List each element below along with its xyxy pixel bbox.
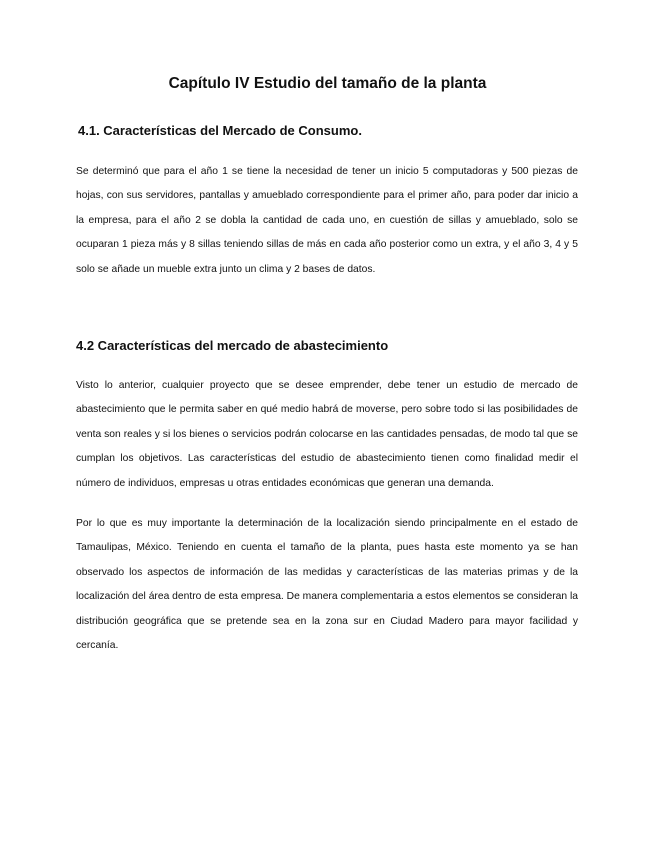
section-heading-consumo: 4.1. Características del Mercado de Consumo. xyxy=(78,123,362,138)
chapter-title: Capítulo IV Estudio del tamaño de la planta xyxy=(168,75,487,92)
paragraph-consumo: Se determinó que para el año 1 se tiene la necesidad de tener un inicio 5 computadoras y 500 piezas de hojas, con sus servidores, pantallas y amueblado correspondiente para el primer año, para poder dar inicio a la empresa, para el año 2 se dobla la cantidad de cada uno, en cuestión de sillas y amueblado, solo se ocuparan 1 pieza más y 8 sillas teniendo sillas de más en cada año posterior como un extra, y el año 3, 4 y 5 solo se añade un mueble extra junto un clima y 2 bases de datos. xyxy=(76,166,578,275)
paragraph-abastecimiento-estudio: Visto lo anterior, cualquier proyecto que se desee emprender, debe tener un estudio de mercado de abastecimiento que le permita saber en qué medio habrá de moverse, pero sobre todo si las posibilidades de venta son reales y si los bienes o servicios podrán colocarse en las cantidades pensadas, de modo tal que se cumplan los objetivos. Las características del estudio de abastecimiento tienen como finalidad medir el número de individuos, empresas u otras entidades económicas que generan una demanda. xyxy=(76,380,578,489)
paragraph-abastecimiento-localizacion: Por lo que es muy importante la determinación de la localización siendo principalmente en el estado de Tamaulipas, México. Teniendo en cuenta el tamaño de la planta, pues hasta este momento ya se han observado los aspectos de información de las medidas y características de las materias primas y de la localización del área dentro de esta empresa. De manera complementaria a estos elementos se consideran la distribución geográfica que se pretende sea en la zona sur en Ciudad Madero para mayor facilidad y cercanía. xyxy=(76,518,578,652)
section-heading-abastecimiento: 4.2 Características del mercado de abastecimiento xyxy=(76,338,389,353)
